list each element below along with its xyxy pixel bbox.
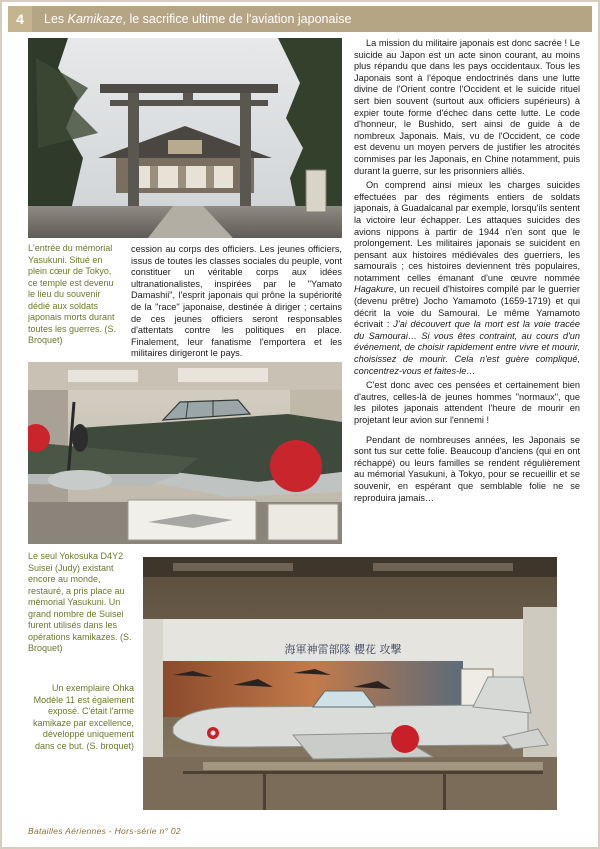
page-number: 4	[8, 6, 32, 32]
paragraph-officers: cession au corps des officiers. Les jeunes officiers, issus de toutes les classes sociales du peuple, vont constituer un véritable corps aux idées ultranationalistes, inspirées par le "Yamato Damashii", l'esprit japonais qui prône la supériorité de la "race" japonaise, destinée à diriger ; certains de ces jeunes officiers seront responsables d'attentats contre les politiques en place. Finalement, leur fanatisme l'emportera et les militaires dirigeront le pays.	[131, 244, 342, 359]
ohka-illustration	[143, 557, 557, 810]
photo-yasukuni-gate	[28, 38, 342, 238]
text-column-middle	[131, 244, 342, 363]
running-title: Les Kamikaze, le sacrifice ultime de l'aviation japonaise	[44, 12, 352, 26]
memorial-banner-text: 海軍神雷部隊 櫻花 攻撃	[284, 643, 402, 656]
caption-ohka: Un exemplaire Ohka Modèle 11 est également exposé. C'était l'arme kamikaze par excellence, développé uniquement dans ce but. (S. broquet)	[32, 683, 134, 751]
text-column-right	[354, 38, 580, 507]
footer-publication: Batailles Aériennes - Hors-série n° 02	[28, 826, 181, 836]
photo-d4y2-suisei	[28, 362, 342, 544]
caption-d4y2: Le seul Yokosuka D4Y2 Suisei (Judy) existant encore au monde, restauré, a pris place au mémorial Yasukuni. Un grand nombre de Suisei furent utilisés dans les opérations kamikazes. (S. Broquet)	[28, 551, 132, 653]
caption-yasukuni: L'entrée du mémorial Yasukuni. Situé en plein cœur de Tokyo, ce temple est devenu le lieu du souvenir dédié aux soldats japonais morts durant toutes les guerres. (S. Broquet)	[28, 243, 117, 345]
paragraph-sacred-mission: La mission du militaire japonais est donc sacrée ! Le suicide au Japon est un acte sinon courant, au moins plus répandu que dans les pays occidentaux. Tous les Japonais sont à l'époque endoctrinés dans une lutte divine de l'Orient contre l'Occident et le suicide rituel sert bien souvent (surtout aux officiers supérieurs) à expier toute forme d'échec dans cette lutte. Le code d'honneur, le Bushido, sert ainsi de guide à de nombreux Japonais. Mais, vu de l'Occident, ce code est devenu un moyen pervers de justifier les atrocités commises par les Japonais, en Chine notamment, puis durant la guerre, sur les prisonniers alliés.	[354, 38, 580, 176]
header-bar	[8, 6, 592, 32]
photo-ohka-model-11	[143, 557, 557, 810]
paragraph-remembrance: Pendant de nombreuses années, les Japonais se sont tus sur cette folie. Beaucoup d'anciens (qui en ont réchappé) ou leurs familles se rendent régulièrement au mémorial Yasukuni, à Tokyo, pour se recueillir et se souvenir, en espérant que semblable folie ne se reproduira jamais…	[354, 434, 580, 503]
paragraph-samurai: On comprend ainsi mieux les charges suicides effectuées par des régiments entiers de soldats japonais, à Guadalcanal par exemple, lorsqu'ils sentent la victoire leur échapper. Les attaques suicides des avions nippons à partir de 1944 n'en sont que le prolongement. Les militaires japonais se suicident en pensant aux histoires médiévales des guerriers, les samouraïs ; ces histoires deviennent très populaires, notamment celles émanant d'une œuvre nommée Hagakure, un recueil d'histoires compilé par le guerrier (devenu prêtre) Jocho Yamamoto (1659-1719) et qui décrit la voie du Samourai. Le même Yamamoto écrivait : J'ai découvert que la mort est la voie tracée du Samourai… Si vous êtes contraint, au cours d'un événement, de choisir rapidement entre vivre et mourir, choisissez de mourir. Cela n'est guère compliqué, concentrez-vous et faites-le…	[354, 180, 581, 376]
paragraph-pilots: C'est donc avec ces pensées et certainement bien d'autres, celles-là de jeunes hommes "normaux", que les pilotes japonais attendent l'heure de mourir en projetant leur avion sur l'ennemi !	[354, 380, 580, 425]
d4y2-suisei-illustration	[28, 362, 342, 544]
yasukuni-gate-illustration	[28, 38, 342, 238]
